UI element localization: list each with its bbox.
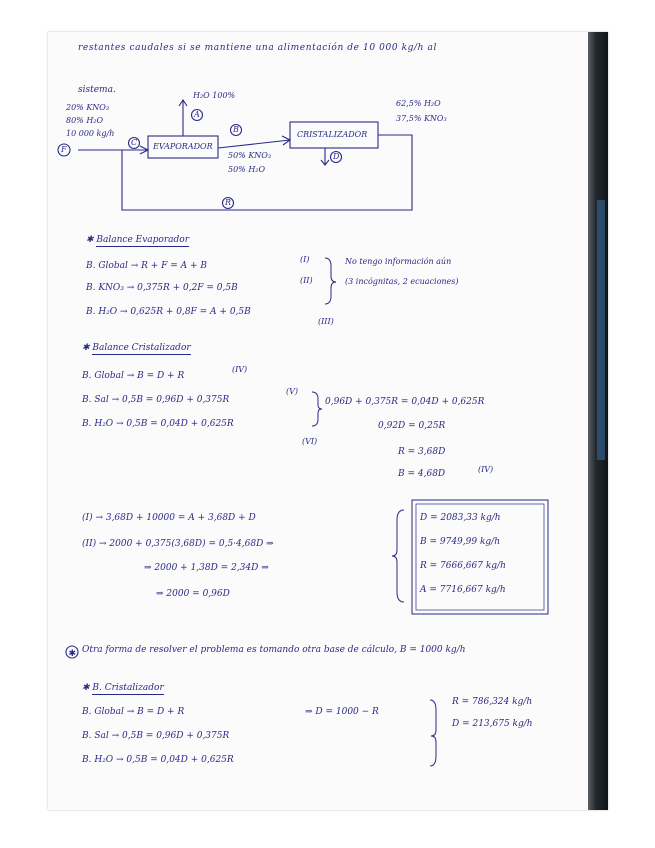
svg-text:✱: ✱ <box>68 649 77 659</box>
feed-comp-1: 20% KNO₃ <box>66 103 110 112</box>
crist-tag-5: (V) <box>286 387 299 396</box>
b-comp-1: 50% KNO₃ <box>228 151 272 160</box>
stream-a-label: A <box>194 110 200 119</box>
result-d: D = 2083,33 kg/h <box>420 513 501 523</box>
stream-d-label: D <box>333 152 340 161</box>
evap-kno3-eq: B. KNO₃ → 0,375R + 0,2F = 0,5B <box>86 283 238 293</box>
alt-r-result: R = 786,324 kg/h <box>452 697 533 707</box>
solve-line-4: ⇒ 2000 = 0,96D <box>156 589 230 599</box>
crist-tag-6: (VI) <box>302 437 318 446</box>
section-evap-title: ✱ Balance Evaporador <box>86 235 190 245</box>
alt-h2o-eq: B. H₂O → 0,5B = 0,04D + 0,625R <box>82 755 234 765</box>
evap-tag-1: (I) <box>300 255 310 264</box>
crist-h2o-eq: B. H₂O → 0,5B = 0,04D + 0,625R <box>82 419 234 429</box>
solve-line-2: (II) → 2000 + 0,375(3,68D) = 0,5·4,68D ⇒ <box>82 539 274 549</box>
intro-line-2: sistema. <box>78 85 116 95</box>
stream-r-label: R <box>225 198 232 207</box>
crist-global-eq: B. Global → B = D + R <box>82 371 185 381</box>
feed-comp-2: 80% H₂O <box>66 116 104 125</box>
b-comp-2: 50% H₂O <box>228 165 266 174</box>
stream-b-label: B <box>233 125 239 134</box>
solve-line-1: (I) → 3,68D + 10000 = A + 3,68D + D <box>82 513 256 523</box>
crist-eq-4: B = 4,68D <box>398 469 446 479</box>
alt-global-eq: B. Global → B = D + R <box>82 707 185 717</box>
result-b: B = 9749,99 kg/h <box>420 537 500 547</box>
alt-line-1: Otra forma de resolver el problema es tomando otra base de cálculo, B = 1000 kg/h <box>82 645 466 655</box>
feed-comp-3: 10 000 kg/h <box>66 129 115 138</box>
alt-d-result: D = 213,675 kg/h <box>452 719 533 729</box>
crist-eq-1: 0,96D + 0,375R = 0,04D + 0,625R <box>325 397 485 407</box>
crist-eq-4-tag: (IV) <box>478 465 494 474</box>
r-comp-2: 37,5% KNO₃ <box>396 114 447 123</box>
result-r: R = 7666,667 kg/h <box>420 561 506 571</box>
evap-note-1: No tengo información aún <box>345 257 452 266</box>
evap-h2o-eq: B. H₂O → 0,625R + 0,8F = A + 0,5B <box>86 307 251 317</box>
evap-tag-3: (III) <box>318 317 334 326</box>
vapor-label: H₂O 100% <box>193 91 236 100</box>
intro-line-1: restantes caudales si se mantiene una alimentación de 10 000 kg/h al <box>78 43 437 53</box>
alt-d-expression: ⇒ D = 1000 − R <box>305 707 379 717</box>
crystallizer-label: CRISTALIZADOR <box>297 130 368 139</box>
stream-c-label: C <box>131 138 138 147</box>
evap-tag-2: (II) <box>300 276 313 285</box>
alt-title: ✱ B. Cristalizador <box>82 683 164 693</box>
evaporator-label: EVAPORADOR <box>153 142 213 151</box>
crist-tag-4: (IV) <box>232 365 248 374</box>
r-comp-1: 62,5% H₂O <box>396 99 441 108</box>
crist-sal-eq: B. Sal → 0,5B = 0,96D + 0,375R <box>82 395 230 405</box>
result-a: A = 7716,667 kg/h <box>420 585 506 595</box>
crist-eq-3: R = 3,68D <box>398 447 446 457</box>
crist-eq-2: 0,92D = 0,25R <box>378 421 446 431</box>
solve-line-3: ⇒ 2000 + 1,38D = 2,34D ⇒ <box>144 563 269 573</box>
feed-marker-label: F <box>61 145 67 154</box>
alt-sal-eq: B. Sal → 0,5B = 0,96D + 0,375R <box>82 731 230 741</box>
evap-note-2: (3 incógnitas, 2 ecuaciones) <box>345 277 459 286</box>
section-crist-title: ✱ Balance Cristalizador <box>82 343 191 353</box>
evap-global-eq: B. Global → R + F = A + B <box>86 261 208 271</box>
